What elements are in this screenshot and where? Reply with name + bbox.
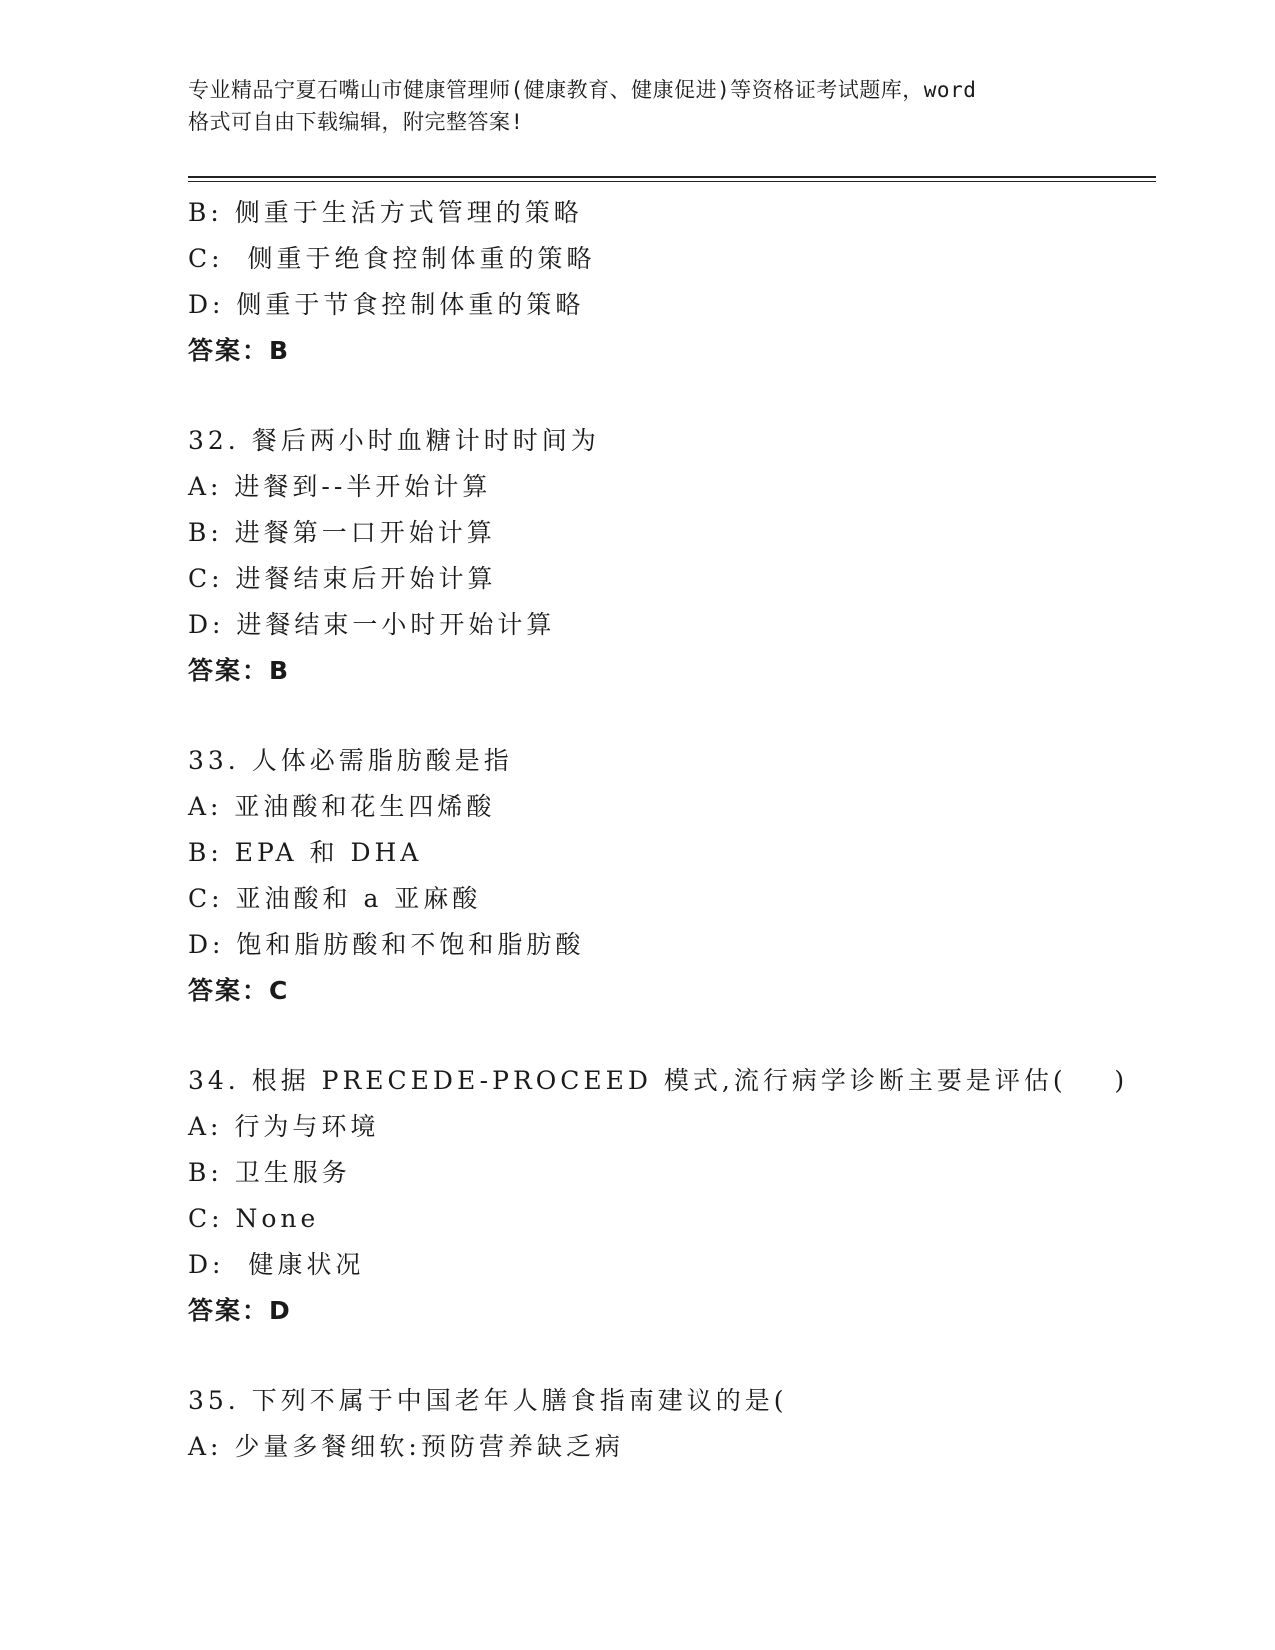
question-33 [188,738,1148,1014]
option-b: B: 进餐第一口开始计算 [188,518,496,547]
option-a: A: 少量多餐细软:预防营养缺乏病 [188,1432,624,1461]
option-b: B: 侧重于生活方式管理的策略 [188,198,583,227]
option-b: B: EPA 和 DHA [188,838,423,867]
question-32 [188,418,1148,694]
answer-line: 答案：B [188,656,291,685]
option-a: A: 行为与环境 [188,1112,380,1141]
option-d: D: 进餐结束一小时开始计算 [188,610,556,639]
document-header [188,74,1088,138]
answer-line: 答案：C [188,976,290,1005]
header-line-1: 专业精品宁夏石嘴山市健康管理师(健康教育、健康促进)等资格证考试题库，word [188,78,977,102]
option-a: A: 进餐到--半开始计算 [188,472,492,501]
option-d: D: 侧重于节食控制体重的策略 [188,290,585,319]
question-34 [188,1058,1148,1334]
question-31-tail [188,190,1148,374]
option-d: D: 饱和脂肪酸和不饱和脂肪酸 [188,930,585,959]
question-stem: 34. 根据 PRECEDE-PROCEED 模式,流行病学诊断主要是评估( ) [188,1066,1129,1095]
header-divider-thin [188,181,1156,182]
question-35 [188,1378,1148,1470]
question-stem: 32. 餐后两小时血糖计时时间为 [188,426,600,455]
option-a: A: 亚油酸和花生四烯酸 [188,792,496,821]
answer-line: 答案：D [188,1296,292,1325]
option-c: C: None [188,1204,320,1233]
option-d: D: 健康状况 [188,1250,365,1279]
question-stem: 35. 下列不属于中国老年人膳食指南建议的是( [188,1386,788,1415]
question-list [188,190,1148,1470]
option-c: C: 侧重于绝食控制体重的策略 [188,244,596,273]
question-stem: 33. 人体必需脂肪酸是指 [188,746,513,775]
option-b: B: 卫生服务 [188,1158,351,1187]
header-line-2: 格式可自由下载编辑，附完整答案! [188,110,524,134]
answer-line: 答案：B [188,336,291,365]
option-c: C: 亚油酸和 a 亚麻酸 [188,884,482,913]
header-divider-thick [188,176,1156,178]
option-c: C: 进餐结束后开始计算 [188,564,497,593]
